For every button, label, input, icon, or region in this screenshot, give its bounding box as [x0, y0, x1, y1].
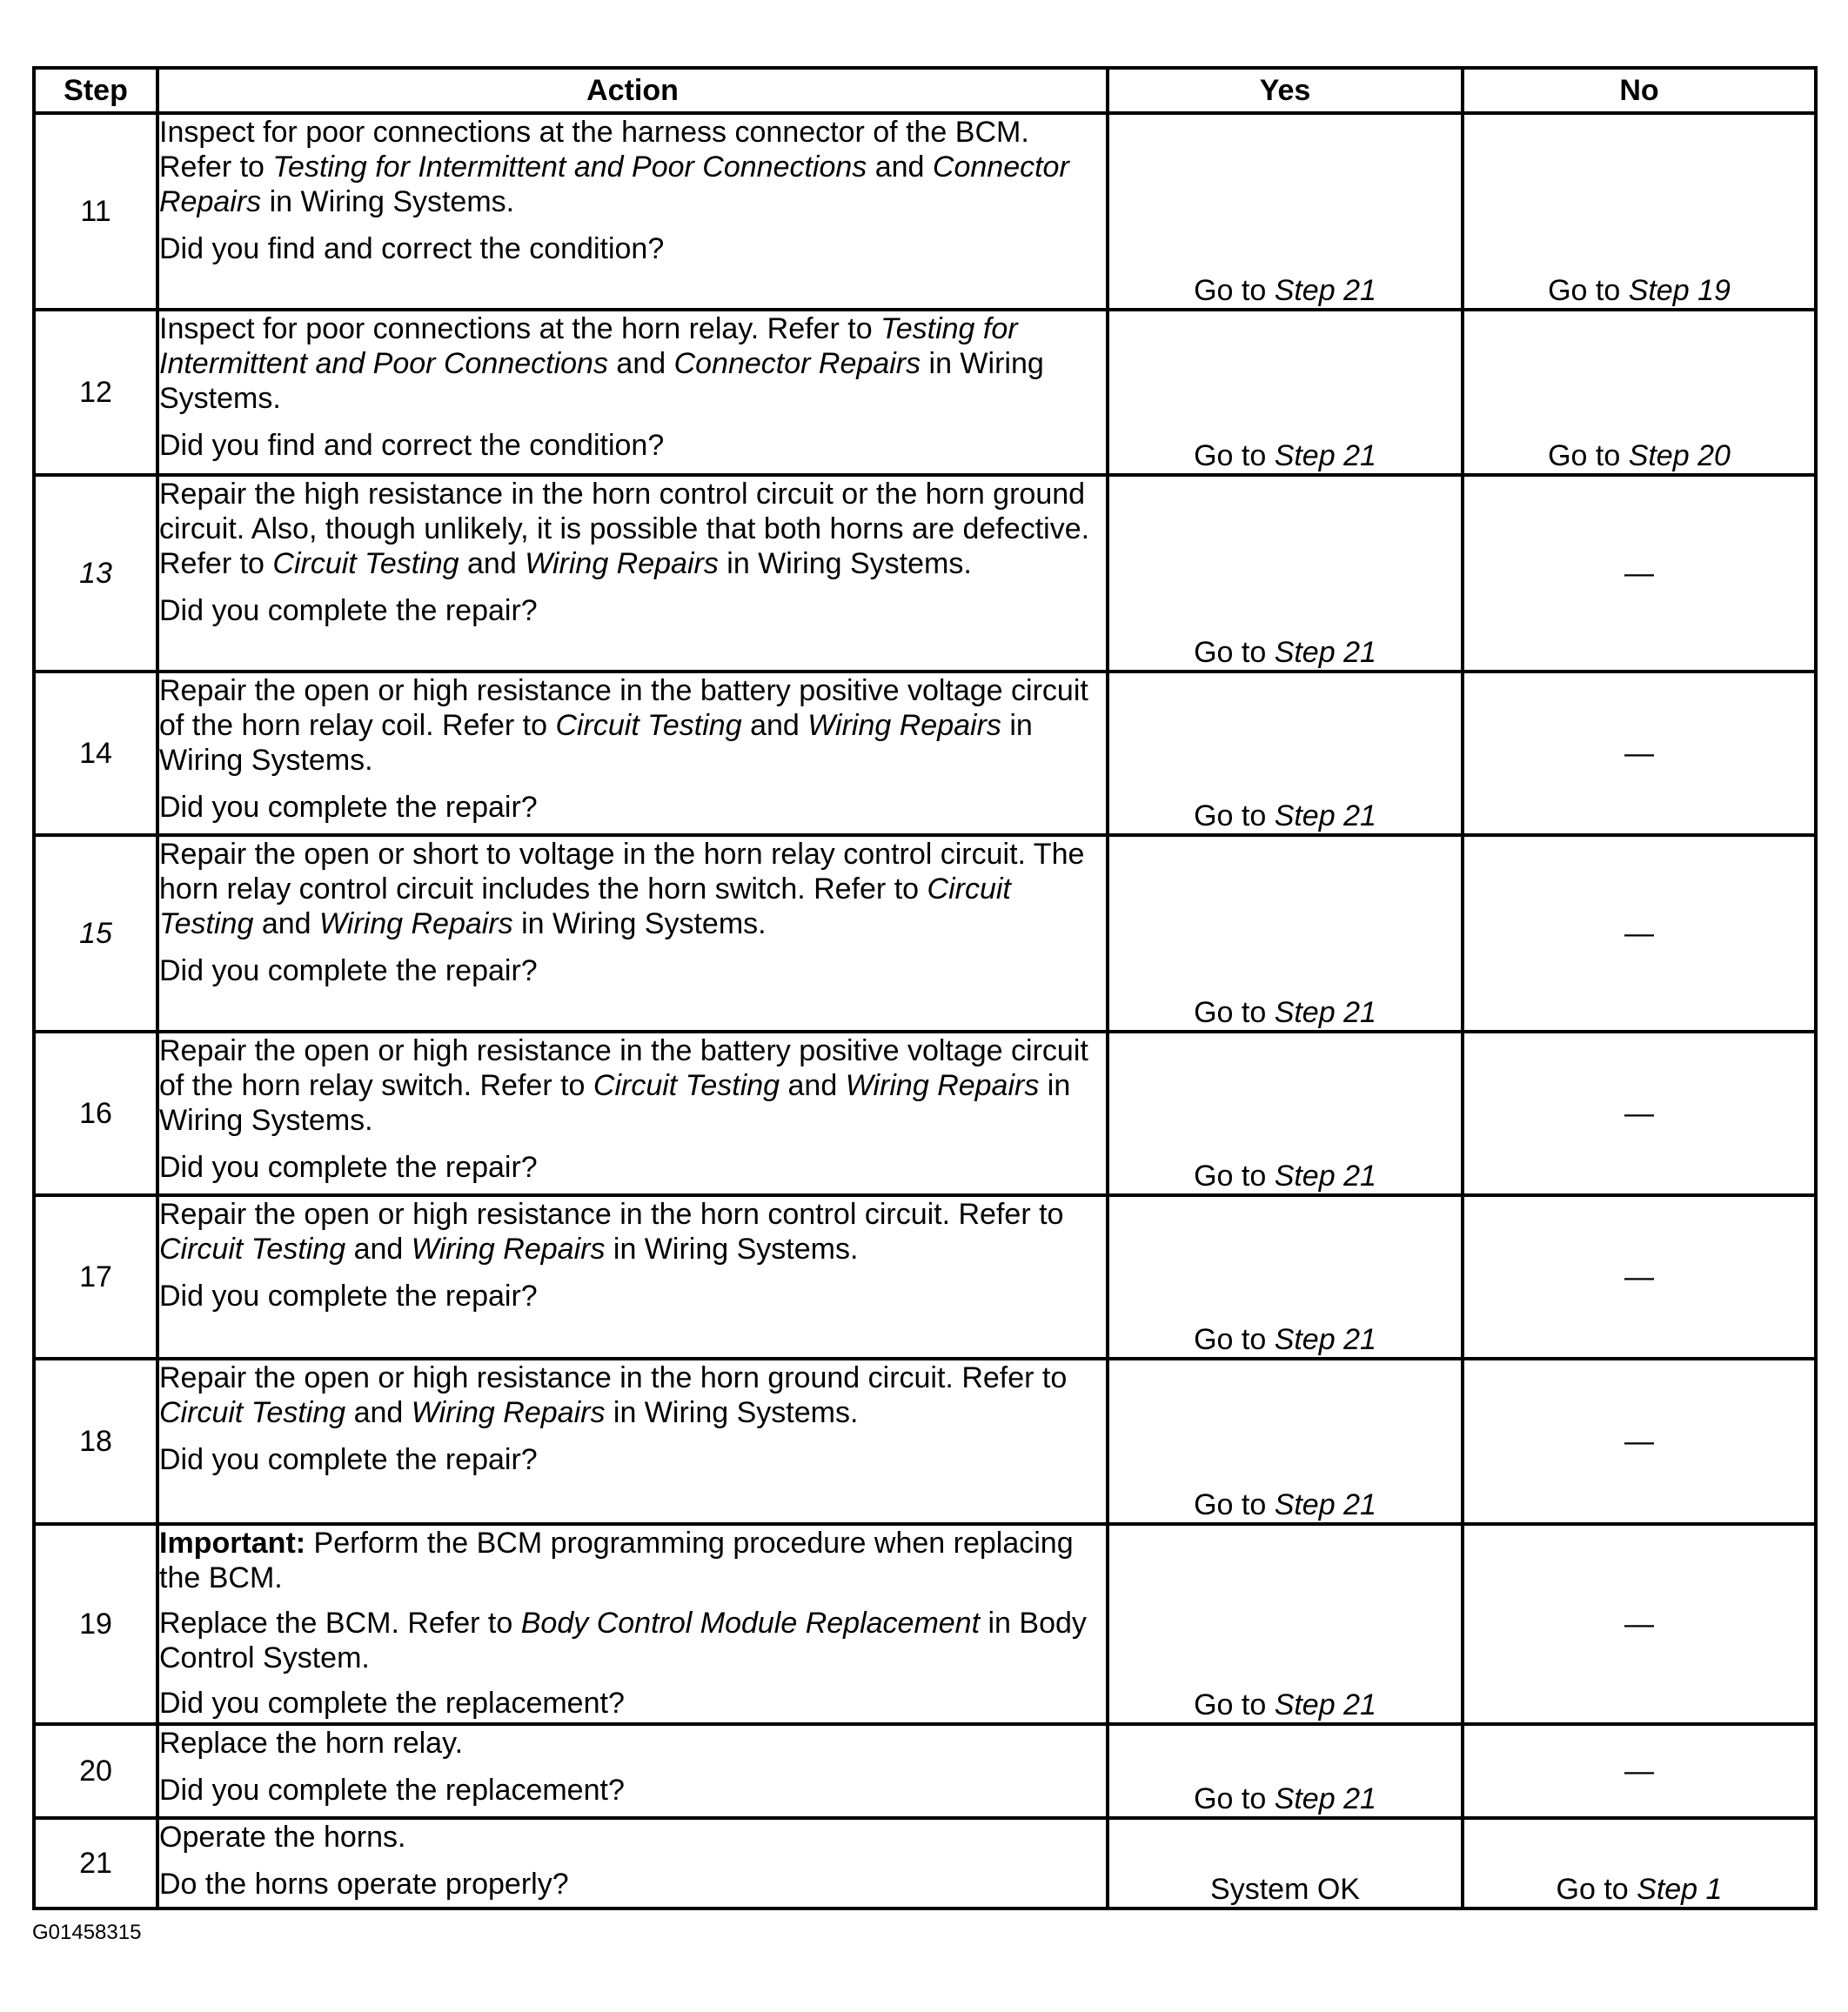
table-header-row [34, 68, 1816, 113]
yes-cell: Go to Step 21 [1108, 1195, 1463, 1359]
step-number: 21 [34, 1818, 157, 1908]
yes-cell: Go to Step 21 [1108, 475, 1463, 672]
action-text: Inspect for poor connections at the horn relay. Refer to Testing for Intermittent and Poor Connections and Connector Repairs in Wiring Systems. [159, 312, 1044, 415]
step-reference: Step 21 [1274, 439, 1376, 472]
action-text: Replace the BCM. Refer to Body Control Module Replacement in Body Control System. [159, 1607, 1087, 1674]
action-text: Operate the horns. [159, 1821, 406, 1854]
action-question: Did you complete the replacement? [159, 1774, 625, 1807]
step-reference: Step 19 [1628, 274, 1731, 307]
figure-id: G01458315 [32, 1921, 142, 1944]
step-reference: Step 21 [1274, 1782, 1376, 1815]
action-question: Did you complete the repair? [159, 791, 538, 824]
table-row [34, 672, 1816, 835]
action-question: Did you complete the repair? [159, 954, 538, 987]
step-number: 16 [34, 1032, 157, 1195]
action-question: Do the horns operate properly? [159, 1868, 569, 1901]
table-row [34, 1724, 1816, 1818]
step-reference: Step 21 [1274, 799, 1376, 832]
action-text: Repair the open or short to voltage in the horn relay control circuit. The horn relay control circuit includes the horn switch. Refer to Circuit Testing and Wiring Repairs in Wiring Systems. [159, 838, 1085, 940]
header-yes: Yes [1108, 68, 1463, 113]
action-text: Inspect for poor connections at the harness connector of the BCM. Refer to Testing for Intermittent and Poor Connections and Connector Repairs in Wiring Systems. [159, 116, 1069, 218]
step-reference: Step 1 [1637, 1873, 1723, 1906]
header-action: Action [157, 68, 1108, 113]
action-cell [157, 475, 1108, 672]
action-cell [157, 310, 1108, 475]
step-reference: Step 21 [1274, 636, 1376, 669]
step-number: 12 [34, 310, 157, 475]
action-cell [157, 1524, 1108, 1724]
yes-cell: Go to Step 21 [1108, 1032, 1463, 1195]
table-row [34, 310, 1816, 475]
diagnostic-table-container [32, 66, 1814, 1910]
step-number: 14 [34, 672, 157, 835]
action-text: Repair the open or high resistance in the horn ground circuit. Refer to Circuit Testing and Wiring Repairs in Wiring Systems. [159, 1361, 1068, 1429]
action-cell [157, 1359, 1108, 1524]
step-number: 11 [34, 113, 157, 310]
important-note: Important: Perform the BCM programming procedure when replacing the BCM. [159, 1527, 1074, 1594]
step-reference: Step 20 [1628, 439, 1731, 472]
step-number: 20 [34, 1724, 157, 1818]
no-cell: — [1463, 672, 1816, 835]
no-cell: Go to Step 1 [1463, 1818, 1816, 1908]
action-question: Did you complete the repair? [159, 1280, 538, 1313]
header-step: Step [34, 68, 157, 113]
no-cell: — [1463, 1524, 1816, 1724]
step-number: 13 [34, 475, 157, 672]
step-number: 19 [34, 1524, 157, 1724]
step-reference: Step 21 [1274, 1323, 1376, 1356]
yes-cell: Go to Step 21 [1108, 1524, 1463, 1724]
table-row [34, 113, 1816, 310]
yes-cell: System OK [1108, 1818, 1463, 1908]
action-question: Did you find and correct the condition? [159, 232, 665, 265]
action-question: Did you find and correct the condition? [159, 429, 665, 462]
step-number: 17 [34, 1195, 157, 1359]
table-row [34, 1195, 1816, 1359]
no-cell: — [1463, 1032, 1816, 1195]
step-reference: Step 21 [1274, 1688, 1376, 1721]
action-cell [157, 672, 1108, 835]
step-reference: Step 21 [1274, 996, 1376, 1029]
yes-cell: Go to Step 21 [1108, 1724, 1463, 1818]
action-cell [157, 1724, 1108, 1818]
diagnostic-table [32, 66, 1818, 1910]
no-cell: Go to Step 20 [1463, 310, 1816, 475]
action-cell [157, 1032, 1108, 1195]
action-cell [157, 835, 1108, 1032]
action-question: Did you complete the replacement? [159, 1687, 625, 1720]
yes-cell: Go to Step 21 [1108, 113, 1463, 310]
action-text: Repair the open or high resistance in the horn control circuit. Refer to Circuit Testing and Wiring Repairs in Wiring Systems. [159, 1198, 1064, 1266]
step-number: 18 [34, 1359, 157, 1524]
step-reference: Step 21 [1274, 1160, 1376, 1193]
action-question: Did you complete the repair? [159, 1151, 538, 1184]
action-text: Repair the open or high resistance in the battery positive voltage circuit of the horn relay coil. Refer to Circuit Testing and Wiring Repairs in Wiring Systems. [159, 674, 1088, 777]
header-no: No [1463, 68, 1816, 113]
yes-cell: Go to Step 21 [1108, 1359, 1463, 1524]
action-text: Repair the high resistance in the horn control circuit or the horn ground circuit. Also, though unlikely, it is possible that both horns are defective. Refer to Circuit Testing and Wiring Repairs in Wiring Systems. [159, 478, 1090, 580]
action-cell [157, 1818, 1108, 1908]
no-cell: — [1463, 1359, 1816, 1524]
step-reference: Step 21 [1274, 1488, 1376, 1521]
table-row [34, 1524, 1816, 1724]
action-text: Replace the horn relay. [159, 1727, 464, 1760]
yes-cell: Go to Step 21 [1108, 835, 1463, 1032]
table-row [34, 1818, 1816, 1908]
no-cell: — [1463, 1195, 1816, 1359]
step-number: 15 [34, 835, 157, 1032]
action-cell [157, 113, 1108, 310]
action-question: Did you complete the repair? [159, 1443, 538, 1476]
action-text: Repair the open or high resistance in the battery positive voltage circuit of the horn relay switch. Refer to Circuit Testing and Wiring Repairs in Wiring Systems. [159, 1034, 1088, 1137]
no-cell: Go to Step 19 [1463, 113, 1816, 310]
table-row [34, 1032, 1816, 1195]
yes-cell: Go to Step 21 [1108, 310, 1463, 475]
table-row [34, 1359, 1816, 1524]
action-question: Did you complete the repair? [159, 594, 538, 627]
no-cell: — [1463, 475, 1816, 672]
important-label: Important: [159, 1527, 306, 1560]
table-row [34, 835, 1816, 1032]
no-cell: — [1463, 1724, 1816, 1818]
step-reference: Step 21 [1274, 274, 1376, 307]
yes-cell: Go to Step 21 [1108, 672, 1463, 835]
no-cell: — [1463, 835, 1816, 1032]
action-cell [157, 1195, 1108, 1359]
table-row [34, 475, 1816, 672]
